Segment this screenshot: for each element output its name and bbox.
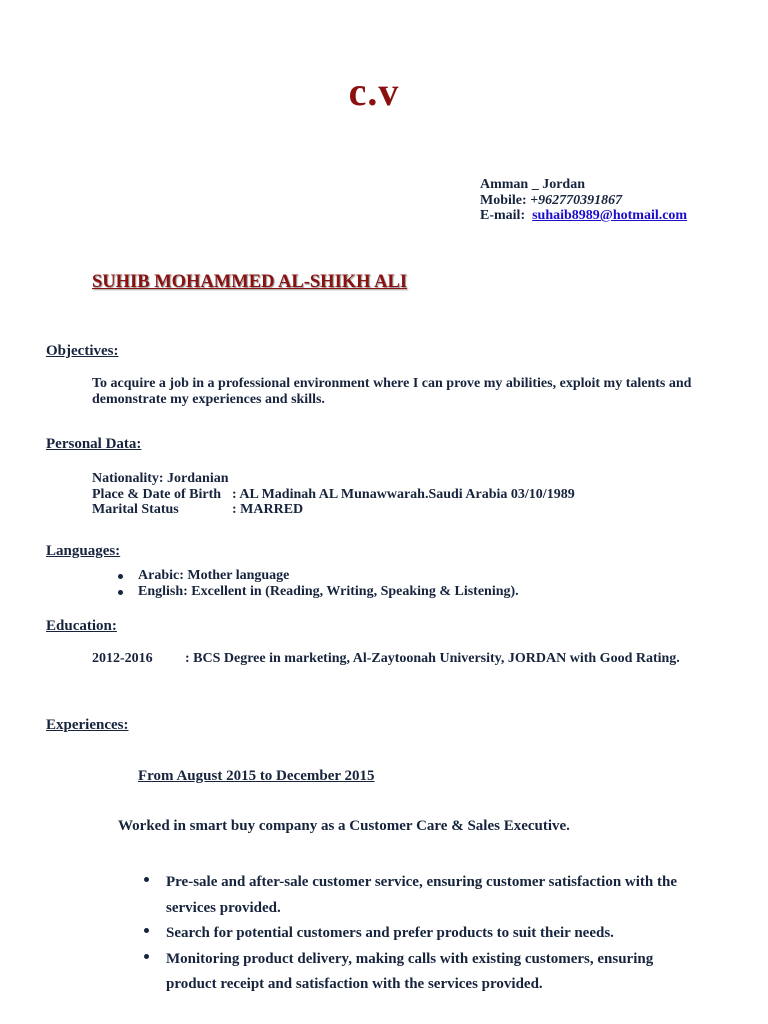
objectives-line: To acquire a job in a professional environment where I can prove my abilities, exploit my talents and: [92, 376, 692, 391]
objectives-heading: Objectives:: [46, 343, 119, 359]
birth-label: Place & Date of Birth: [92, 486, 222, 502]
location: Amman _ Jordan: [480, 177, 586, 192]
experience-role: Worked in smart buy company as a Customer Care & Sales Executive.: [118, 818, 570, 834]
document-title: c.v: [348, 69, 400, 114]
language-item: English: Excellent in (Reading, Writing, Speaking & Listening).: [116, 584, 519, 600]
marital-value: : MARRED: [232, 502, 304, 517]
duty-item: [166, 921, 677, 947]
duty-line: Monitoring product delivery, making calls with existing customers, ensuring: [166, 950, 654, 967]
contact-block: [480, 177, 687, 224]
duty-item: [166, 947, 677, 998]
education-detail: : BCS Degree in marketing, Al-Zaytoonah University, JORDAN with Good Rating.: [185, 651, 680, 666]
education-heading: Education:: [46, 618, 117, 634]
birth-value: : AL Madinah AL Munawwarah.Saudi Arabia 03/10/1989: [232, 486, 575, 502]
education-row: [92, 651, 680, 667]
objectives-line: demonstrate my experiences and skills.: [92, 392, 325, 407]
mobile-label: Mobile:: [480, 192, 531, 208]
education-years: 2012-2016: [92, 651, 153, 666]
email-line: [480, 208, 687, 224]
marital-row: [92, 502, 575, 518]
mobile-number: +962770391867: [530, 192, 623, 208]
duty-line: Pre-sale and after-sale customer service, ensuring customer satisfaction with the: [166, 874, 678, 890]
personal-data: [92, 471, 575, 518]
duty-line: services provided.: [166, 899, 281, 916]
nationality: Nationality: Jordanian: [92, 471, 229, 486]
mobile-line: [480, 193, 687, 209]
marital-label: Marital Status: [92, 502, 179, 517]
experiences-heading: Experiences:: [46, 717, 129, 733]
objectives-text: [92, 376, 691, 408]
birth-row: [92, 487, 575, 503]
duty-line: Search for potential customers and prefer products to suit their needs.: [166, 925, 614, 941]
experience-period: From August 2015 to December 2015: [138, 768, 375, 784]
personal-data-heading: Personal Data:: [46, 436, 142, 452]
duty-item: [166, 870, 677, 921]
email-link[interactable]: suhaib8989@hotmail.com: [532, 208, 688, 223]
languages-list: [116, 568, 519, 600]
language-item: Arabic: Mother language: [116, 568, 519, 584]
candidate-name: SUHIB MOHAMMED AL-SHIKH ALI: [92, 272, 408, 292]
duty-line: product receipt and satisfaction with the services provided.: [166, 976, 543, 992]
languages-heading: Languages:: [46, 543, 121, 559]
email-label: E-mail:: [480, 208, 526, 223]
duties-list: [166, 870, 677, 998]
